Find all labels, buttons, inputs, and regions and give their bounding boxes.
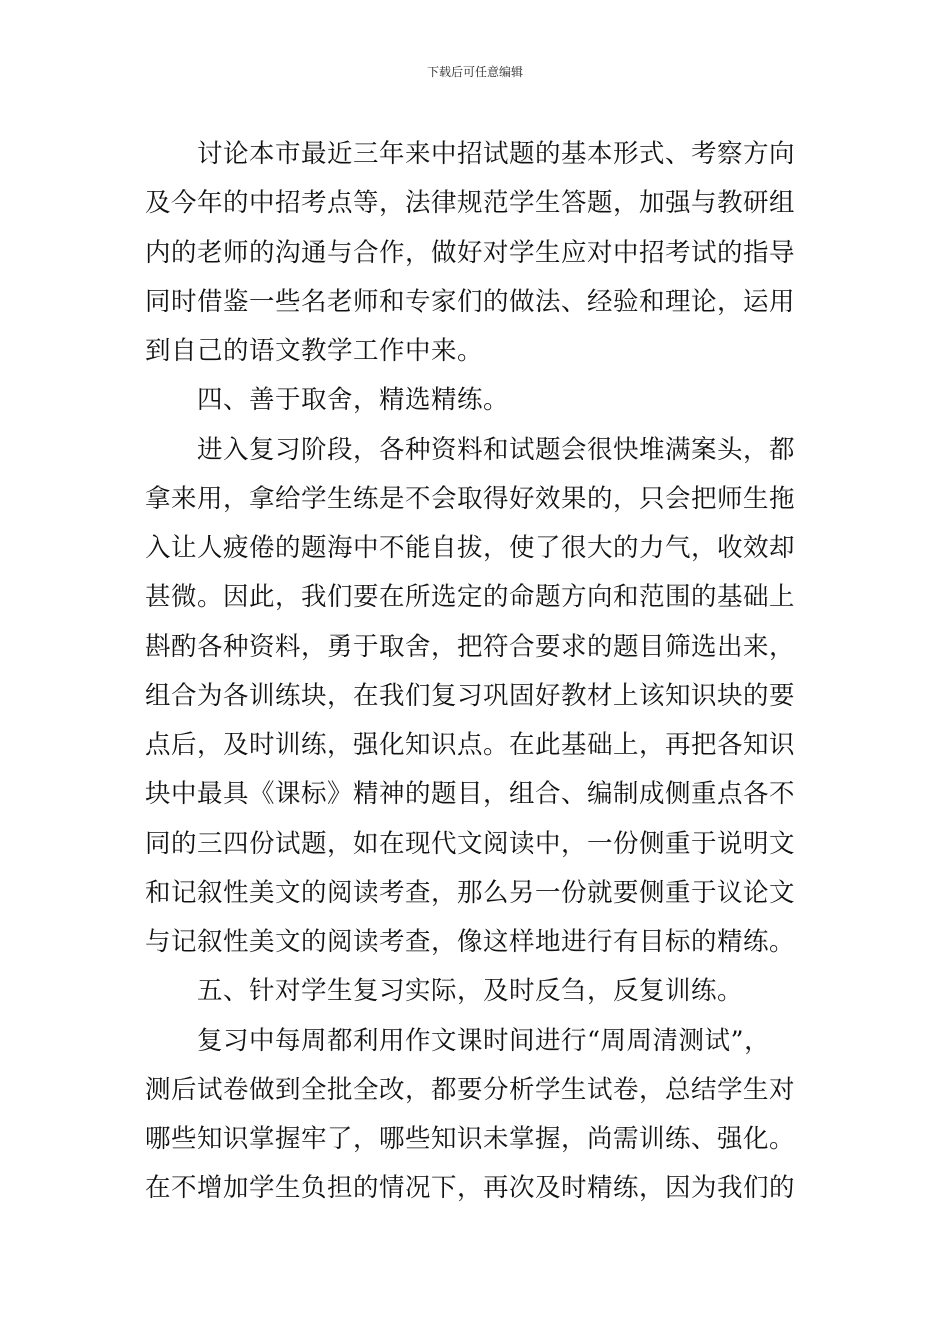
text-line: 同时借鉴一些名老师和专家们的做法、经验和理论，运用 <box>145 286 796 317</box>
text-line: 及今年的中招考点等，法律规范学生答题，加强与教研组 <box>145 188 796 219</box>
text-line: 测后试卷做到全批全改，都要分析学生试卷，总结学生对 <box>145 1074 796 1105</box>
text-line: 拿来用，拿给学生练是不会取得好效果的，只会把师生拖 <box>145 483 796 514</box>
text-line: 进入复习阶段，各种资料和试题会很快堆满案头，都 <box>197 434 796 465</box>
text-line: 到自己的语文教学工作中来。 <box>145 336 484 366</box>
section-heading: 四、善于取舍，精选精练。 <box>197 385 510 416</box>
text-line: 块中最具《课标》精神的题目，组合、编制成侧重点各不 <box>145 779 796 810</box>
section-heading: 五、针对学生复习实际，及时反刍，反复训练。 <box>197 976 744 1007</box>
document-body <box>145 130 807 1214</box>
text-line: 内的老师的沟通与合作，做好对学生应对中招考试的指导 <box>145 237 796 268</box>
text-line: 甚微。因此，我们要在所选定的命题方向和范围的基础上 <box>145 582 796 613</box>
text-line: 组合为各训练块，在我们复习巩固好教材上该知识块的要 <box>145 680 796 711</box>
page-header: 下载后可任意编辑 <box>426 65 523 79</box>
text-line: 斟酌各种资料，勇于取舍，把符合要求的题目筛选出来， <box>145 631 796 662</box>
text-line: 与记叙性美文的阅读考查，像这样地进行有目标的精练。 <box>145 927 796 957</box>
text-line: 入让人疲倦的题海中不能自拔，使了很大的力气，收效却 <box>145 533 796 563</box>
text-line: 点后，及时训练，强化知识点。在此基础上，再把各知识 <box>145 730 796 760</box>
text-line: 复习中每周都利用作文课时间进行“周周清测试”， <box>197 1025 771 1056</box>
text-line: 哪些知识掌握牢了，哪些知识未掌握，尚需训练、强化。 <box>145 1124 796 1154</box>
text-line: 讨论本市最近三年来中招试题的基本形式、考察方向 <box>197 139 796 169</box>
text-line: 和记叙性美文的阅读考查，那么另一份就要侧重于议论文 <box>145 877 796 908</box>
text-line: 在不增加学生负担的情况下，再次及时精练，因为我们的 <box>145 1173 796 1204</box>
text-line: 同的三四份试题，如在现代文阅读中，一份侧重于说明文 <box>145 828 796 859</box>
